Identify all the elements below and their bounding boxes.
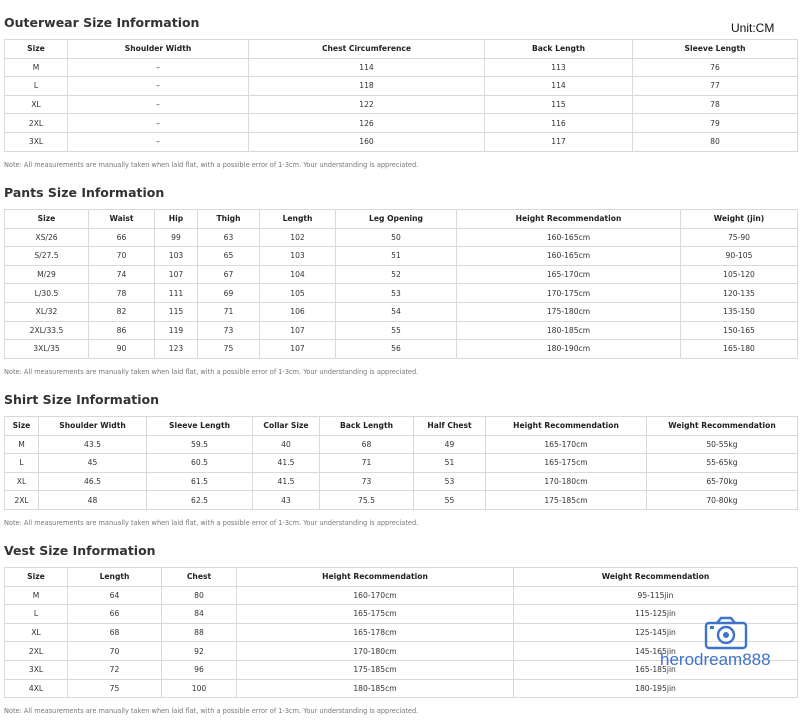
table-cell: 52 bbox=[336, 265, 457, 284]
table-cell: 165-175cm bbox=[486, 454, 647, 473]
table-cell: 48 bbox=[39, 491, 147, 510]
table-row bbox=[5, 114, 798, 133]
column-header: Weight Recommendation bbox=[647, 417, 798, 436]
column-header: Waist bbox=[89, 210, 155, 229]
table-cell: 86 bbox=[89, 321, 155, 340]
table-cell: XL bbox=[5, 472, 39, 491]
table-cell: 113 bbox=[485, 58, 633, 77]
table-cell: 73 bbox=[320, 472, 414, 491]
table-cell: 76 bbox=[633, 58, 798, 77]
table-cell: 105-120 bbox=[681, 265, 798, 284]
table-cell: 53 bbox=[336, 284, 457, 303]
table-row bbox=[5, 58, 798, 77]
table-cell: 41.5 bbox=[253, 454, 320, 473]
table-cell: 2XL bbox=[5, 491, 39, 510]
table-cell: 74 bbox=[89, 265, 155, 284]
table-cell: 116 bbox=[485, 114, 633, 133]
column-header: Leg Opening bbox=[336, 210, 457, 229]
table-cell: 65-70kg bbox=[647, 472, 798, 491]
table-cell: M bbox=[5, 58, 68, 77]
table-cell: 55 bbox=[414, 491, 486, 510]
table-cell: 59.5 bbox=[147, 435, 253, 454]
table-cell: – bbox=[68, 114, 249, 133]
pants-table bbox=[4, 209, 798, 359]
table-cell: 60.5 bbox=[147, 454, 253, 473]
table-cell: 120-135 bbox=[681, 284, 798, 303]
table-cell: 61.5 bbox=[147, 472, 253, 491]
table-cell: 68 bbox=[320, 435, 414, 454]
table-cell: 115-125jin bbox=[514, 605, 798, 624]
table-cell: 170-175cm bbox=[457, 284, 681, 303]
camera-icon bbox=[704, 616, 748, 650]
table-cell: XS/26 bbox=[5, 228, 89, 247]
table-cell: 70 bbox=[89, 247, 155, 266]
table-cell: 71 bbox=[320, 454, 414, 473]
table-cell: 88 bbox=[162, 623, 237, 642]
table-cell: 55 bbox=[336, 321, 457, 340]
column-header: Half Chest bbox=[414, 417, 486, 436]
table-cell: 115 bbox=[155, 302, 198, 321]
table-cell: 49 bbox=[414, 435, 486, 454]
table-cell: 53 bbox=[414, 472, 486, 491]
table-row bbox=[5, 340, 798, 359]
column-header: Hip bbox=[155, 210, 198, 229]
table-cell: 180-185cm bbox=[457, 321, 681, 340]
table-cell: 90-105 bbox=[681, 247, 798, 266]
table-cell: 40 bbox=[253, 435, 320, 454]
shirt-table bbox=[4, 416, 798, 510]
table-cell: 111 bbox=[155, 284, 198, 303]
table-cell: 95-115jin bbox=[514, 586, 798, 605]
table-cell: 165-178cm bbox=[237, 623, 514, 642]
table-cell: 65 bbox=[198, 247, 260, 266]
table-cell: 180-190cm bbox=[457, 340, 681, 359]
table-cell: 160-165cm bbox=[457, 228, 681, 247]
table-row bbox=[5, 77, 798, 96]
table-cell: 75 bbox=[68, 679, 162, 698]
table-cell: M bbox=[5, 435, 39, 454]
table-cell: M/29 bbox=[5, 265, 89, 284]
table-cell: 135-150 bbox=[681, 302, 798, 321]
table-cell: 114 bbox=[249, 58, 485, 77]
table-cell: 90 bbox=[89, 340, 155, 359]
column-header: Chest bbox=[162, 568, 237, 587]
table-header-row bbox=[5, 40, 798, 59]
table-cell: 160 bbox=[249, 132, 485, 151]
table-cell: 160-170cm bbox=[237, 586, 514, 605]
table-cell: 175-185cm bbox=[486, 491, 647, 510]
column-header: Height Recommendation bbox=[486, 417, 647, 436]
table-cell: 43.5 bbox=[39, 435, 147, 454]
table-cell: 51 bbox=[336, 247, 457, 266]
column-header: Weight (jin) bbox=[681, 210, 798, 229]
section-title: Pants Size Information bbox=[4, 185, 165, 200]
measurement-note: Note: All measurements are manually taken when laid flat, with a possible error of 1-3cm. Your understanding is appreciated. bbox=[4, 368, 419, 376]
table-cell: 145-165jin bbox=[514, 642, 798, 661]
watermark bbox=[660, 614, 800, 674]
table-cell: 106 bbox=[260, 302, 336, 321]
table-row bbox=[5, 247, 798, 266]
table-row bbox=[5, 95, 798, 114]
table-cell: 72 bbox=[68, 660, 162, 679]
table-cell: 123 bbox=[155, 340, 198, 359]
table-cell: 70 bbox=[68, 642, 162, 661]
table-cell: 165-180 bbox=[681, 340, 798, 359]
table-cell: 160-165cm bbox=[457, 247, 681, 266]
section-title: Vest Size Information bbox=[4, 543, 156, 558]
table-cell: 66 bbox=[68, 605, 162, 624]
table-cell: 2XL/33.5 bbox=[5, 321, 89, 340]
table-row bbox=[5, 302, 798, 321]
table-cell: 75.5 bbox=[320, 491, 414, 510]
column-header: Weight Recommendation bbox=[514, 568, 798, 587]
table-cell: 67 bbox=[198, 265, 260, 284]
table-cell: 62.5 bbox=[147, 491, 253, 510]
table-cell: 55-65kg bbox=[647, 454, 798, 473]
column-header: Back Length bbox=[485, 40, 633, 59]
table-row bbox=[5, 435, 798, 454]
table-cell: 75 bbox=[198, 340, 260, 359]
table-row bbox=[5, 284, 798, 303]
measurement-note: Note: All measurements are manually taken when laid flat, with a possible error of 1-3cm. Your understanding is appreciated. bbox=[4, 707, 419, 715]
table-cell: 180-185cm bbox=[237, 679, 514, 698]
table-cell: XL bbox=[5, 95, 68, 114]
table-cell: 80 bbox=[162, 586, 237, 605]
table-cell: 70-80kg bbox=[647, 491, 798, 510]
table-cell: 75-90 bbox=[681, 228, 798, 247]
table-cell: – bbox=[68, 95, 249, 114]
table-cell: 115 bbox=[485, 95, 633, 114]
table-cell: – bbox=[68, 132, 249, 151]
table-cell: 43 bbox=[253, 491, 320, 510]
table-cell: 92 bbox=[162, 642, 237, 661]
table-cell: 102 bbox=[260, 228, 336, 247]
column-header: Sleeve Length bbox=[633, 40, 798, 59]
table-row bbox=[5, 228, 798, 247]
table-cell: 82 bbox=[89, 302, 155, 321]
table-header-row bbox=[5, 568, 798, 587]
table-cell: 64 bbox=[68, 586, 162, 605]
column-header: Size bbox=[5, 40, 68, 59]
column-header: Size bbox=[5, 210, 89, 229]
table-cell: 165-185jin bbox=[514, 660, 798, 679]
table-cell: 3XL/35 bbox=[5, 340, 89, 359]
column-header: Height Recommendation bbox=[237, 568, 514, 587]
table-cell: 175-185cm bbox=[237, 660, 514, 679]
table-cell: 180-195jin bbox=[514, 679, 798, 698]
table-cell: L bbox=[5, 77, 68, 96]
table-cell: 126 bbox=[249, 114, 485, 133]
table-cell: L/30.5 bbox=[5, 284, 89, 303]
section-title: Outerwear Size Information bbox=[4, 15, 200, 30]
table-cell: 54 bbox=[336, 302, 457, 321]
table-cell: 107 bbox=[260, 340, 336, 359]
table-cell: 79 bbox=[633, 114, 798, 133]
column-header: Chest Circumference bbox=[249, 40, 485, 59]
table-cell: 103 bbox=[260, 247, 336, 266]
table-cell: 170-180cm bbox=[486, 472, 647, 491]
column-header: Length bbox=[260, 210, 336, 229]
table-row bbox=[5, 586, 798, 605]
watermark-text: herodream888 bbox=[660, 650, 771, 669]
table-cell: 105 bbox=[260, 284, 336, 303]
table-cell: 4XL bbox=[5, 679, 68, 698]
outerwear-table bbox=[4, 39, 798, 152]
table-cell: 104 bbox=[260, 265, 336, 284]
table-cell: 165-175cm bbox=[237, 605, 514, 624]
table-row bbox=[5, 454, 798, 473]
column-header: Shoulder Width bbox=[39, 417, 147, 436]
table-row bbox=[5, 472, 798, 491]
column-header: Length bbox=[68, 568, 162, 587]
table-cell: 99 bbox=[155, 228, 198, 247]
measurement-note: Note: All measurements are manually taken when laid flat, with a possible error of 1-3cm. Your understanding is appreciated. bbox=[4, 519, 419, 527]
table-cell: 100 bbox=[162, 679, 237, 698]
table-cell: XL bbox=[5, 623, 68, 642]
table-cell: 56 bbox=[336, 340, 457, 359]
table-cell: 2XL bbox=[5, 114, 68, 133]
table-cell: 78 bbox=[89, 284, 155, 303]
table-cell: 41.5 bbox=[253, 472, 320, 491]
table-cell: 119 bbox=[155, 321, 198, 340]
table-cell: – bbox=[68, 58, 249, 77]
table-cell: 50 bbox=[336, 228, 457, 247]
table-cell: 84 bbox=[162, 605, 237, 624]
table-row bbox=[5, 491, 798, 510]
table-cell: L bbox=[5, 605, 68, 624]
table-cell: 165-170cm bbox=[486, 435, 647, 454]
table-cell: 71 bbox=[198, 302, 260, 321]
table-cell: M bbox=[5, 586, 68, 605]
table-cell: 118 bbox=[249, 77, 485, 96]
table-row bbox=[5, 265, 798, 284]
column-header: Collar Size bbox=[253, 417, 320, 436]
column-header: Thigh bbox=[198, 210, 260, 229]
table-cell: 66 bbox=[89, 228, 155, 247]
column-header: Size bbox=[5, 568, 68, 587]
column-header: Back Length bbox=[320, 417, 414, 436]
table-cell: 78 bbox=[633, 95, 798, 114]
table-cell: 50-55kg bbox=[647, 435, 798, 454]
column-header: Sleeve Length bbox=[147, 417, 253, 436]
table-cell: 125-145jin bbox=[514, 623, 798, 642]
table-cell: 107 bbox=[260, 321, 336, 340]
column-header: Shoulder Width bbox=[68, 40, 249, 59]
table-cell: 107 bbox=[155, 265, 198, 284]
table-cell: S/27.5 bbox=[5, 247, 89, 266]
column-header: Size bbox=[5, 417, 39, 436]
table-cell: 3XL bbox=[5, 132, 68, 151]
table-cell: 150-165 bbox=[681, 321, 798, 340]
table-header-row bbox=[5, 417, 798, 436]
table-header-row bbox=[5, 210, 798, 229]
table-cell: 117 bbox=[485, 132, 633, 151]
table-row bbox=[5, 679, 798, 698]
table-cell: L bbox=[5, 454, 39, 473]
table-row bbox=[5, 321, 798, 340]
table-cell: 45 bbox=[39, 454, 147, 473]
table-cell: 103 bbox=[155, 247, 198, 266]
table-row bbox=[5, 132, 798, 151]
table-cell: 46.5 bbox=[39, 472, 147, 491]
table-cell: 63 bbox=[198, 228, 260, 247]
table-cell: – bbox=[68, 77, 249, 96]
section-title: Shirt Size Information bbox=[4, 392, 160, 407]
table-cell: 96 bbox=[162, 660, 237, 679]
table-cell: 122 bbox=[249, 95, 485, 114]
table-cell: 77 bbox=[633, 77, 798, 96]
table-cell: 73 bbox=[198, 321, 260, 340]
column-header: Height Recommendation bbox=[457, 210, 681, 229]
table-cell: 68 bbox=[68, 623, 162, 642]
table-cell: 69 bbox=[198, 284, 260, 303]
table-cell: 114 bbox=[485, 77, 633, 96]
measurement-note: Note: All measurements are manually taken when laid flat, with a possible error of 1-3cm. Your understanding is appreciated. bbox=[4, 161, 419, 169]
table-cell: 3XL bbox=[5, 660, 68, 679]
table-cell: 80 bbox=[633, 132, 798, 151]
table-cell: 165-170cm bbox=[457, 265, 681, 284]
unit-label: Unit:CM bbox=[731, 21, 775, 35]
table-cell: XL/32 bbox=[5, 302, 89, 321]
table-cell: 51 bbox=[414, 454, 486, 473]
table-cell: 170-180cm bbox=[237, 642, 514, 661]
table-cell: 175-180cm bbox=[457, 302, 681, 321]
table-cell: 2XL bbox=[5, 642, 68, 661]
